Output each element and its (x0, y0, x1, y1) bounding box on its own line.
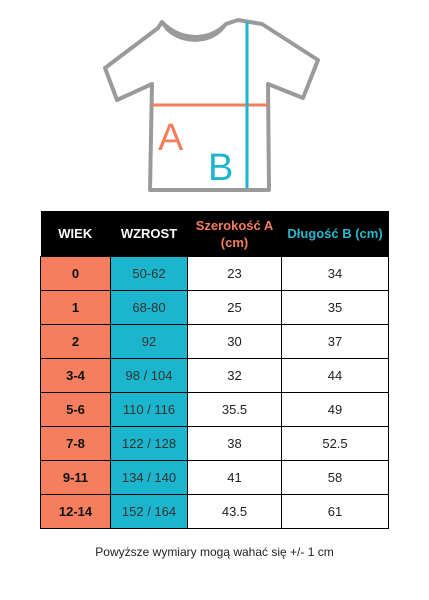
age-cell: 2 (41, 325, 111, 359)
length-b-cell: 58 (282, 461, 389, 495)
height-cell: 110 / 116 (111, 393, 188, 427)
height-cell: 122 / 128 (111, 427, 188, 461)
table-body (41, 257, 389, 529)
length-b-cell: 35 (282, 291, 389, 325)
age-cell: 7-8 (41, 427, 111, 461)
header-width-a: Szerokość A (cm) (188, 211, 282, 257)
header-age: WIEK (41, 211, 111, 257)
label-a: A (158, 117, 184, 159)
length-b-cell: 34 (282, 257, 389, 291)
width-a-cell: 32 (188, 359, 282, 393)
age-cell: 3-4 (41, 359, 111, 393)
header-row (41, 211, 389, 257)
age-cell: 12-14 (41, 495, 111, 529)
table-row (41, 461, 389, 495)
height-cell: 152 / 164 (111, 495, 188, 529)
table-row (41, 325, 389, 359)
height-cell: 134 / 140 (111, 461, 188, 495)
width-a-cell: 35.5 (188, 393, 282, 427)
length-b-cell: 52.5 (282, 427, 389, 461)
table-row (41, 359, 389, 393)
length-b-cell: 61 (282, 495, 389, 529)
header-length-b: Długość B (cm) (282, 211, 389, 257)
table-row (41, 495, 389, 529)
width-a-cell: 41 (188, 461, 282, 495)
age-cell: 5-6 (41, 393, 111, 427)
age-cell: 1 (41, 291, 111, 325)
length-b-cell: 37 (282, 325, 389, 359)
height-cell: 68-80 (111, 291, 188, 325)
table-row (41, 393, 389, 427)
width-a-cell: 43.5 (188, 495, 282, 529)
height-cell: 50-62 (111, 257, 188, 291)
age-cell: 9-11 (41, 461, 111, 495)
table-row (41, 427, 389, 461)
age-cell: 0 (41, 257, 111, 291)
length-b-cell: 44 (282, 359, 389, 393)
tolerance-note: Powyższe wymiary mogą wahać się +/- 1 cm (95, 545, 334, 559)
width-a-cell: 23 (188, 257, 282, 291)
width-a-cell: 25 (188, 291, 282, 325)
width-a-cell: 38 (188, 427, 282, 461)
table-row (41, 291, 389, 325)
table-row (41, 257, 389, 291)
height-cell: 98 / 104 (111, 359, 188, 393)
length-b-cell: 49 (282, 393, 389, 427)
label-b: B (208, 147, 234, 189)
size-chart-table (40, 211, 389, 529)
width-a-cell: 30 (188, 325, 282, 359)
height-cell: 92 (111, 325, 188, 359)
tshirt-diagram (100, 10, 330, 195)
header-height: WZROST (111, 211, 188, 257)
